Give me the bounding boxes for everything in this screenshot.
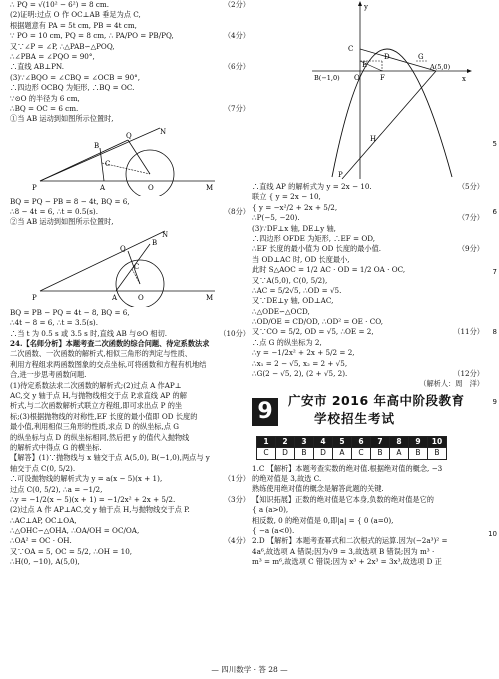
score-mark: （1分）: [223, 474, 250, 484]
text-line: [10, 495, 250, 505]
right-column: [252, 0, 484, 568]
score-mark: （11分）: [453, 327, 484, 337]
score-mark: （12分）: [453, 369, 484, 379]
line-text: ∴直线 AP 的解析式为 y = 2x − 10.: [252, 182, 372, 191]
text-line: [10, 329, 250, 339]
score-mark: （解析人：周 洋）: [419, 379, 484, 389]
text-line: [252, 182, 484, 192]
text-line: [252, 557, 484, 567]
text-line: [252, 464, 484, 474]
line-text: 轴交于点 C(0, 5/2).: [10, 463, 76, 473]
text-line: [252, 244, 484, 254]
text-line: [10, 474, 250, 484]
left-text-block-2: [10, 197, 250, 228]
line-text: 熟练使用绝对值的概念是解答此题的关键.: [252, 484, 384, 494]
line-text: 4a⁶,故选项 A 错误;因为√9 = 3,故选项 B 错误;因为 m³ ·: [252, 546, 435, 556]
text-line: [252, 213, 484, 223]
text-line: [252, 516, 484, 526]
score-mark: （7分）: [457, 213, 484, 223]
text-line: [252, 327, 484, 337]
answer-table-answer: B: [428, 448, 447, 459]
fig1-label-n: N: [160, 127, 167, 136]
text-line: [10, 217, 250, 227]
line-text: ∴四边形 OFDE 为矩形, ∴EF = OD,: [252, 233, 376, 243]
text-line: [252, 224, 484, 234]
text-line: [10, 318, 250, 328]
line-text: 标;(3)根据抛物线的对称性,EF 长度的最小值即 OD 长度的: [10, 411, 198, 421]
answer-table-answer: B: [295, 448, 314, 459]
line-text: ∴EF 长度的最小值为 OD 长度的最小值.: [252, 244, 382, 254]
line-text: ∴直线 AB⊥PN.: [10, 62, 65, 72]
score-mark: （2分）: [223, 0, 250, 9]
text-line: [10, 433, 250, 443]
page-footer: — 四川数学 · 答 28 —: [211, 665, 288, 674]
text-line: [252, 359, 484, 369]
fig1-label-m: M: [206, 183, 214, 192]
line-text: 合,进一步思考函数问题.: [10, 370, 87, 380]
graph-label-x: x: [462, 75, 466, 83]
line-text: 过点 C(0, 5/2), ∴a = −1/2,: [10, 484, 103, 494]
graph-label-d: D: [384, 53, 390, 61]
graph-label-h: H: [370, 135, 377, 143]
fig2-label-a: A: [112, 293, 118, 302]
text-line: [252, 338, 484, 348]
text-line: [10, 349, 250, 359]
line-text: ∴BQ = OC = 6 cm.: [10, 103, 79, 113]
score-mark: （3分）: [223, 494, 250, 504]
answer-table-question-number: 10: [428, 436, 447, 447]
line-text: ∴△OHC∽△OHA, ∴OA/OH = OC/OA,: [10, 526, 140, 536]
text-line: [252, 286, 484, 296]
text-line: [252, 317, 484, 327]
line-text: ∴P(−5, −20).: [252, 213, 300, 223]
answer-table-answer: B: [409, 448, 428, 459]
line-text: 1.C 【解析】本题考查实数的绝对值.根据绝对值的概念, −3: [252, 463, 443, 473]
right-text-block-2: [252, 464, 484, 568]
line-text: { y = −x²/2 + 2x + 5/2,: [252, 202, 338, 212]
text-line: [10, 516, 250, 526]
text-line: [10, 391, 250, 401]
fig2-label-n: N: [162, 230, 169, 239]
text-line: [10, 443, 250, 453]
graph-label-p: P: [338, 171, 343, 179]
answer-table-answer: A: [333, 448, 352, 459]
left-text-block-1: [10, 0, 250, 125]
line-text: { −a (a<0).: [252, 525, 295, 535]
score-mark: （10分）: [219, 328, 250, 338]
line-text: 析式,与二次函数解析式联立方程组,即可求出点 P 的坐: [10, 401, 183, 411]
line-text: 联立 { y = 2x − 10,: [252, 192, 321, 202]
line-text: ∴8 − 4t = 6, ∴t = 0.5(s).: [10, 207, 98, 217]
answer-table-question-number: 8: [390, 436, 409, 447]
text-line: [10, 360, 250, 370]
fig1-label-c: C: [105, 159, 111, 168]
answer-table-question-number: 5: [333, 436, 352, 447]
answer-table-answer: C: [352, 448, 371, 459]
text-line: [10, 197, 250, 207]
text-line: [10, 0, 250, 10]
text-line: [252, 348, 484, 358]
line-text: ∴AC⊥AP, OC⊥OA,: [10, 515, 77, 525]
fig2-label-m: M: [206, 293, 214, 302]
text-line: [252, 369, 484, 379]
line-text: ①当 AB 运动到如图所示位置时,: [10, 114, 114, 124]
line-text: ∴四边形 OCBQ 为矩形, ∴BQ = OC.: [10, 83, 135, 93]
text-line: [10, 104, 250, 114]
line-text: (2)证明:过点 O 作 OC⊥AB 垂足为点 C,: [10, 10, 141, 20]
text-line: [10, 464, 250, 474]
line-text: 又∵CO = 5/2, OD = √5, ∴OE = 2,: [252, 327, 374, 337]
graph-label-c: C: [348, 45, 354, 53]
text-line: [10, 83, 250, 93]
line-text: ∴可设抛物线的解析式为 y = a(x − 5)(x + 1),: [10, 474, 163, 484]
text-line: [10, 31, 250, 41]
section-title-line2: 学校招生考试: [314, 410, 396, 426]
text-line: [10, 505, 250, 515]
edge-mark: 8: [492, 328, 497, 336]
text-line: [252, 265, 484, 275]
parabola-graph: [312, 1, 472, 181]
text-line: [252, 203, 484, 213]
graph-label-b: B(−1,0): [314, 74, 340, 82]
line-text: BQ = PQ − PB = 8 − 4t, BQ = 6,: [10, 196, 130, 206]
answer-table-answer-row: [257, 448, 447, 459]
answer-table-question-number: 3: [295, 436, 314, 447]
line-text: ∴点 G 的纵坐标为 2,: [252, 337, 322, 347]
text-line: [10, 485, 250, 495]
text-line: [252, 296, 484, 306]
fig2-label-o: O: [138, 293, 144, 302]
text-line: [10, 381, 250, 391]
text-line: [252, 192, 484, 202]
line-text: ∴OD/OE = CD/OD, ∴OD² = OE · CO,: [252, 317, 383, 327]
text-line: [10, 557, 250, 567]
text-line: [10, 42, 250, 52]
edge-mark: 7: [492, 268, 497, 276]
fig2-label-p: P: [32, 293, 37, 302]
text-line: [10, 52, 250, 62]
graph-label-o: O: [354, 74, 360, 82]
line-text: 最小值,利用相似三角形的性质,求点 D 的纵坐标,点 G: [10, 422, 179, 432]
score-mark: （5分）: [457, 182, 484, 191]
text-line: [252, 255, 484, 265]
text-line: [10, 62, 250, 72]
line-text: (1)待定系数法求二次函数的解析式;(2)过点 A 作AP⊥: [10, 380, 182, 390]
answer-table-question-number: 6: [352, 436, 371, 447]
line-text: 利用方程组求两函数图象的交点坐标,可将函数和方程有机地结: [10, 359, 207, 369]
line-text: 24.【名师分析】本题考查二次函数的综合问题、待定系数法求: [10, 339, 210, 349]
answer-table-question-number: 4: [314, 436, 333, 447]
line-text: 二次函数、一次函数的解析式,相似三角形的判定与性质、: [10, 349, 192, 359]
line-text: ∴AC = 5/2√5, ∴OD = √5.: [252, 285, 342, 295]
line-text: ∴y = −1/2x² + 2x + 5/2 = 2,: [252, 348, 355, 358]
text-line: [252, 474, 484, 484]
fig1-label-p: P: [32, 183, 37, 192]
line-text: ∴∠PBA = ∠PQO = 90°,: [10, 51, 95, 61]
right-text-block-1: [252, 182, 484, 390]
text-line: [252, 234, 484, 244]
text-line: [10, 114, 250, 124]
text-line: [10, 21, 250, 31]
graph-label-g: G: [418, 53, 424, 61]
fig2-label-q: Q: [120, 244, 126, 253]
line-text: AC,交 y 轴于点 H,与抛物线相交于点 P,求直线 AP 的解: [10, 390, 187, 400]
line-text: ∴当 t 为 0.5 s 或 3.5 s 时,直线 AB 与⊙O 相切.: [10, 328, 168, 338]
answer-table-answer: C: [257, 448, 276, 459]
score-mark: （9分）: [457, 244, 484, 254]
line-text: 又∵∠P = ∠P, ∴△PAB∽△POQ,: [10, 41, 115, 51]
line-text: 根据题意有 PA = 5t cm, PB = 4t cm,: [10, 20, 137, 30]
line-text: 【解答】(1)∵抛物线与 x 轴交于点 A(5,0), B(−1,0),两点与 y: [10, 453, 210, 463]
line-text: 又∵DE⊥y 轴, OD⊥AC,: [252, 296, 334, 306]
score-mark: （8分）: [223, 207, 250, 217]
line-text: ∵⊙O 的半径为 6 cm,: [10, 93, 80, 103]
text-line: [10, 370, 250, 380]
line-text: ∴H(0, −10), A(5,0),: [10, 557, 80, 567]
line-text: 当 OD⊥AC 时, OD 长度最小,: [252, 254, 350, 264]
line-text: ∴4t − 8 = 6, ∴t = 3.5(s).: [10, 318, 98, 328]
answer-table-answer: A: [390, 448, 409, 459]
text-line: [10, 339, 250, 349]
score-mark: （6分）: [223, 62, 250, 72]
line-text: ②当 AB 运动到如图所示位置时,: [10, 217, 114, 227]
line-text: ∴x₁ = 2 − √5, x₂ = 2 + √5,: [252, 358, 348, 368]
answer-table-question-number: 9: [409, 436, 428, 447]
text-line: [10, 422, 250, 432]
text-line: [252, 276, 484, 286]
line-text: BQ = PB − PQ = 4t − 8, BQ = 6,: [10, 307, 130, 317]
line-text: { a (a>0),: [252, 505, 289, 515]
answer-table: [256, 436, 447, 460]
left-column: [10, 0, 250, 568]
line-text: 此时 S△AOC = 1/2 AC · OD = 1/2 OA · OC,: [252, 265, 406, 275]
edge-mark: 9: [492, 398, 497, 406]
line-text: 相反数, 0 的绝对值是 0,即|a| = { 0 (a=0),: [252, 515, 394, 525]
score-mark: （4分）: [223, 536, 250, 546]
line-text: 的绝对值是 3,故选 C.: [252, 474, 322, 484]
line-text: (2)过点 A 作 AP⊥AC,交 y 轴于点 H,与抛物线交于点 P.: [10, 505, 190, 515]
text-line: [10, 10, 250, 20]
score-mark: （7分）: [223, 103, 250, 113]
section-title-line1: 广安市 2016 年高中阶段教育: [288, 392, 465, 408]
fig1-label-q: Q: [126, 131, 132, 140]
graph-label-a: A(5,0): [430, 63, 451, 71]
line-text: 【知识拓展】正数的绝对值是它本身,负数的绝对值是它的: [252, 494, 434, 504]
answer-table-header-row: [257, 436, 447, 447]
circle-figure-1: [10, 126, 220, 196]
fig2-label-b: B: [152, 238, 158, 247]
text-line: [252, 379, 484, 389]
fig1-label-a: A: [100, 183, 106, 192]
circle-figure-2: [10, 229, 220, 307]
line-text: 的纵坐标与点 D 的纵坐标相同,然后把 y 的值代入抛物线: [10, 432, 190, 442]
line-text: 又∵A(5,0), C(0, 5/2),: [252, 275, 328, 285]
text-line: [252, 547, 484, 557]
line-text: m³ = m⁶,故选项 C 错误;因为 x³ + 2x³ = 3x³,故选项 D 正: [252, 557, 442, 567]
text-line: [252, 495, 484, 505]
graph-label-f: F: [380, 74, 385, 82]
line-text: ∴△ODE∽△OCD,: [252, 306, 310, 316]
text-line: [10, 207, 250, 217]
answer-table-answer: D: [314, 448, 333, 459]
edge-mark: 5: [492, 140, 497, 148]
fig1-label-o: O: [148, 183, 154, 192]
answer-table-answer: D: [276, 448, 295, 459]
line-text: (3)∵∠BQO = ∠CBQ = ∠OCB = 90°,: [10, 72, 141, 82]
line-text: ∴y = −1/2(x − 5)(x + 1) = −1/2x² + 2x + 5/2.: [10, 494, 176, 504]
text-line: [252, 484, 484, 494]
text-line: [10, 453, 250, 463]
line-text: ∴OA² = OC · OH.: [10, 536, 72, 546]
text-line: [10, 536, 250, 546]
answer-table-answer: B: [371, 448, 390, 459]
text-line: [252, 307, 484, 317]
score-mark: （4分）: [223, 31, 250, 41]
answer-table-question-number: 1: [257, 436, 276, 447]
text-line: [10, 412, 250, 422]
graph-label-e: E: [362, 61, 368, 69]
fig2-label-c: C: [134, 262, 140, 271]
text-line: [10, 94, 250, 104]
section-header: [252, 394, 484, 434]
line-text: ∴G(2 − √5, 2), (2 + √5, 2).: [252, 369, 348, 379]
text-line: [10, 547, 250, 557]
text-line: [252, 526, 484, 536]
text-line: [10, 526, 250, 536]
answer-table-question-number: 7: [371, 436, 390, 447]
text-line: [10, 401, 250, 411]
edge-mark: 10: [488, 530, 497, 538]
text-line: [10, 73, 250, 83]
line-text: 2.D 【解析】本题考查幂式和二次根式的运算.因为(−2a³)² =: [252, 536, 448, 546]
line-text: ∴ PQ = √(10² − 6²) = 8 cm.: [10, 0, 110, 9]
graph-label-y: y: [364, 3, 368, 11]
answer-table-question-number: 2: [276, 436, 295, 447]
line-text: ∵ PO = 10 cm, PQ = 8 cm, ∴ PA/PO = PB/PQ,: [10, 31, 174, 41]
left-text-block-3: [10, 308, 250, 568]
line-text: 又∵OA = 5, OC = 5/2, ∴OH = 10,: [10, 546, 133, 556]
line-text: (3)∵DF⊥x 轴, DE⊥y 轴,: [252, 223, 336, 233]
text-line: [10, 308, 250, 318]
line-text: 的解析式中得点 G 的横坐标.: [10, 442, 102, 452]
text-line: [252, 536, 484, 546]
fig1-label-b: B: [94, 141, 100, 150]
edge-mark: 6: [492, 208, 497, 216]
text-line: [252, 505, 484, 515]
section-number-badge: 9: [252, 398, 278, 426]
